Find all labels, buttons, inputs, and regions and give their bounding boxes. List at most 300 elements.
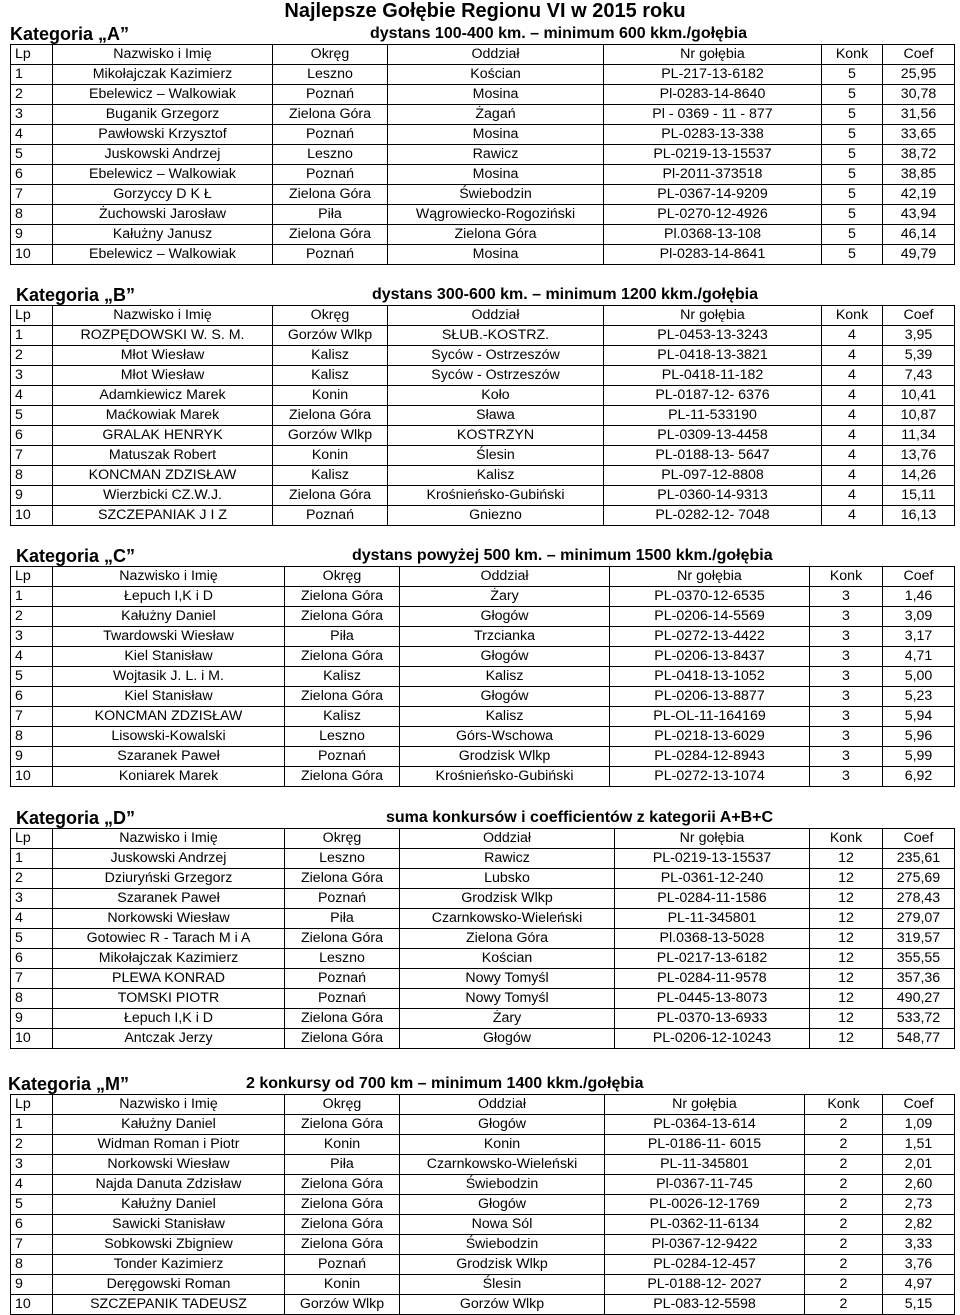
name-cell: TOMSKI PIOTR [53, 989, 285, 1009]
column-header: Konk [805, 1095, 883, 1115]
rank-cell: 8 [11, 727, 53, 747]
category-title: Kategoria „M” [8, 1074, 130, 1094]
ring-number-cell: PL-0270-12-4926 [604, 205, 822, 225]
contests-cell: 3 [810, 647, 883, 667]
coefficient-cell: 5,15 [883, 1295, 955, 1315]
contests-cell: 12 [810, 889, 883, 909]
coefficient-cell: 319,57 [883, 929, 955, 949]
table-row [11, 647, 955, 667]
contests-cell: 3 [810, 767, 883, 787]
coefficient-cell: 42,19 [883, 185, 955, 205]
ranking-table [10, 1094, 955, 1315]
ring-number-cell: Pl.0368-13-108 [604, 225, 822, 245]
district-cell: Leszno [273, 65, 388, 85]
name-cell: Wierzbicki CZ.W.J. [53, 486, 273, 506]
category-description: suma konkursów i coefficientów z kategorii A+B+C [386, 809, 774, 826]
contests-cell: 2 [805, 1135, 883, 1155]
name-cell: KONCMAN ZDZISŁAW [53, 707, 285, 727]
name-cell: Norkowski Wiesław [53, 1155, 285, 1175]
coefficient-cell: 278,43 [883, 889, 955, 909]
district-cell: Zielona Góra [285, 1215, 400, 1235]
table-row [11, 587, 955, 607]
branch-cell: Konin [400, 1135, 605, 1155]
rank-cell: 3 [11, 366, 53, 386]
rank-cell: 4 [11, 647, 53, 667]
rank-cell: 4 [11, 909, 53, 929]
district-cell: Poznań [285, 747, 400, 767]
district-cell: Zielona Góra [285, 1195, 400, 1215]
district-cell: Kalisz [285, 707, 400, 727]
name-cell: Koniarek Marek [53, 767, 285, 787]
ring-number-cell: PL-0284-11-1586 [615, 889, 810, 909]
rank-cell: 2 [11, 1135, 53, 1155]
rank-cell: 1 [11, 587, 53, 607]
rank-cell: 7 [11, 707, 53, 727]
contests-cell: 12 [810, 1009, 883, 1029]
coefficient-cell: 1,09 [883, 1115, 955, 1135]
contests-cell: 4 [822, 346, 883, 366]
contests-cell: 5 [822, 225, 883, 245]
column-header: Konk [810, 829, 883, 849]
name-cell: Deręgowski Roman [53, 1275, 285, 1295]
column-header: Nr gołębia [604, 45, 822, 65]
coefficient-cell: 5,00 [883, 667, 955, 687]
category-m-section [0, 1074, 960, 1315]
branch-cell: Świebodzin [400, 1175, 605, 1195]
rank-cell: 8 [11, 1255, 53, 1275]
column-header: Lp [11, 829, 53, 849]
district-cell: Piła [285, 1155, 400, 1175]
column-header: Okręg [285, 1095, 400, 1115]
table-row [11, 929, 955, 949]
name-cell: Maćkowiak Marek [53, 406, 273, 426]
column-header: Coef [883, 45, 955, 65]
branch-cell: Mosina [388, 125, 604, 145]
contests-cell: 4 [822, 466, 883, 486]
table-row [11, 1115, 955, 1135]
ring-number-cell: PL-0282-12- 7048 [604, 506, 822, 526]
name-cell: Ebelewicz – Walkowiak [53, 165, 273, 185]
contests-cell: 12 [810, 989, 883, 1009]
branch-cell: Głogów [400, 607, 610, 627]
column-header: Oddział [388, 306, 604, 326]
branch-cell: Trzcianka [400, 627, 610, 647]
branch-cell: Grodzisk Wlkp [400, 747, 610, 767]
name-cell: Żuchowski Jarosław [53, 205, 273, 225]
column-header: Coef [883, 1095, 955, 1115]
district-cell: Zielona Góra [273, 185, 388, 205]
name-cell: Kałużny Daniel [53, 607, 285, 627]
contests-cell: 4 [822, 326, 883, 346]
district-cell: Piła [285, 627, 400, 647]
contests-cell: 2 [805, 1155, 883, 1175]
name-cell: Adamkiewicz Marek [53, 386, 273, 406]
coefficient-cell: 30,78 [883, 85, 955, 105]
ring-number-cell: PL-0418-11-182 [604, 366, 822, 386]
branch-cell: Krośnieńsko-Gubiński [400, 767, 610, 787]
table-row [11, 1029, 955, 1049]
district-cell: Zielona Góra [285, 869, 400, 889]
branch-cell: KOSTRZYN [388, 426, 604, 446]
page-title: Najlepsze Gołębie Regionu VI w 2015 roku [284, 0, 686, 22]
table-row [11, 627, 955, 647]
table-row [11, 889, 955, 909]
coefficient-cell: 355,55 [883, 949, 955, 969]
rank-cell: 10 [11, 1295, 53, 1315]
branch-cell: Głogów [400, 687, 610, 707]
district-cell: Poznań [285, 1255, 400, 1275]
contests-cell: 12 [810, 869, 883, 889]
column-header: Okręg [273, 45, 388, 65]
coefficient-cell: 2,73 [883, 1195, 955, 1215]
name-cell: Szaranek Paweł [53, 747, 285, 767]
ring-number-cell: PL-0453-13-3243 [604, 326, 822, 346]
contests-cell: 3 [810, 747, 883, 767]
branch-cell: Kalisz [388, 466, 604, 486]
contests-cell: 5 [822, 65, 883, 85]
table-row [11, 506, 955, 526]
branch-cell: Mosina [388, 245, 604, 265]
coefficient-cell: 5,39 [883, 346, 955, 366]
rank-cell: 5 [11, 929, 53, 949]
ring-number-cell: PL-0364-13-614 [605, 1115, 805, 1135]
table-row [11, 747, 955, 767]
table-row [11, 446, 955, 466]
coefficient-cell: 490,27 [883, 989, 955, 1009]
coefficient-cell: 548,77 [883, 1029, 955, 1049]
rank-cell: 7 [11, 185, 53, 205]
branch-cell: Czarnkowsko-Wieleński [400, 1155, 605, 1175]
ring-number-cell: PL-0284-12-8943 [610, 747, 810, 767]
district-cell: Zielona Góra [273, 406, 388, 426]
table-header-row [11, 45, 955, 65]
name-cell: Mikołajczak Kazimierz [53, 949, 285, 969]
name-cell: Lisowski-Kowalski [53, 727, 285, 747]
district-cell: Zielona Góra [285, 587, 400, 607]
branch-cell: Syców - Ostrzeszów [388, 366, 604, 386]
district-cell: Zielona Góra [285, 929, 400, 949]
ring-number-cell: PL-11-345801 [605, 1155, 805, 1175]
district-cell: Konin [273, 386, 388, 406]
branch-cell: Kościan [400, 949, 615, 969]
table-row [11, 1275, 955, 1295]
table-row [11, 426, 955, 446]
branch-cell: Wągrowiecko-Rogoziński [388, 205, 604, 225]
category-a-section [0, 24, 960, 265]
branch-cell: Gorzów Wlkp [400, 1295, 605, 1315]
coefficient-cell: 3,17 [883, 627, 955, 647]
district-cell: Leszno [285, 849, 400, 869]
branch-cell: Czarnkowsko-Wieleński [400, 909, 615, 929]
table-row [11, 909, 955, 929]
district-cell: Poznań [273, 506, 388, 526]
ring-number-cell: PL-0418-13-1052 [610, 667, 810, 687]
ring-number-cell: PL-0206-13-8437 [610, 647, 810, 667]
ring-number-cell: PL-0370-13-6933 [615, 1009, 810, 1029]
column-header: Konk [810, 567, 883, 587]
branch-cell: Sława [388, 406, 604, 426]
contests-cell: 4 [822, 386, 883, 406]
table-row [11, 466, 955, 486]
rank-cell: 1 [11, 65, 53, 85]
column-header: Nazwisko i Imię [53, 306, 273, 326]
contests-cell: 2 [805, 1215, 883, 1235]
ring-number-cell: PL-0284-12-457 [605, 1255, 805, 1275]
district-cell: Zielona Góra [285, 1235, 400, 1255]
ring-number-cell: PL-0188-13- 5647 [604, 446, 822, 466]
rank-cell: 9 [11, 486, 53, 506]
contests-cell: 4 [822, 426, 883, 446]
name-cell: Młot Wiesław [53, 366, 273, 386]
column-header: Nazwisko i Imię [53, 829, 285, 849]
name-cell: Szaranek Paweł [53, 889, 285, 909]
contests-cell: 2 [805, 1275, 883, 1295]
district-cell: Gorzów Wlkp [273, 426, 388, 446]
contests-cell: 2 [805, 1115, 883, 1135]
table-header-row [11, 306, 955, 326]
ring-number-cell: PL-217-13-6182 [604, 65, 822, 85]
category-header [0, 24, 960, 44]
coefficient-cell: 49,79 [883, 245, 955, 265]
coefficient-cell: 275,69 [883, 869, 955, 889]
district-cell: Poznań [285, 889, 400, 909]
table-row [11, 486, 955, 506]
district-cell: Zielona Góra [273, 225, 388, 245]
district-cell: Zielona Góra [285, 1009, 400, 1029]
rank-cell: 4 [11, 1175, 53, 1195]
ring-number-cell: PL-0187-12- 6376 [604, 386, 822, 406]
table-row [11, 1135, 955, 1155]
rank-cell: 9 [11, 1009, 53, 1029]
rank-cell: 1 [11, 1115, 53, 1135]
branch-cell: Syców - Ostrzeszów [388, 346, 604, 366]
rank-cell: 4 [11, 125, 53, 145]
coefficient-cell: 5,94 [883, 707, 955, 727]
table-row [11, 1215, 955, 1235]
contests-cell: 3 [810, 687, 883, 707]
coefficient-cell: 43,94 [883, 205, 955, 225]
table-row [11, 1195, 955, 1215]
name-cell: Kałużny Daniel [53, 1195, 285, 1215]
ring-number-cell: PL-0188-12- 2027 [605, 1275, 805, 1295]
ring-number-cell: PL-0362-11-6134 [605, 1215, 805, 1235]
contests-cell: 3 [810, 707, 883, 727]
ring-number-cell: Pl-0283-14-8641 [604, 245, 822, 265]
branch-cell: Mosina [388, 85, 604, 105]
column-header: Nr gołębia [615, 829, 810, 849]
contests-cell: 4 [822, 486, 883, 506]
rank-cell: 10 [11, 1029, 53, 1049]
ring-number-cell: PL-0360-14-9313 [604, 486, 822, 506]
district-cell: Kalisz [273, 466, 388, 486]
district-cell: Kalisz [273, 366, 388, 386]
table-row [11, 225, 955, 245]
category-title: Kategoria „A” [10, 24, 130, 44]
name-cell: Widman Roman i Piotr [53, 1135, 285, 1155]
ring-number-cell: Pl-0367-11-745 [605, 1175, 805, 1195]
name-cell: Ebelewicz – Walkowiak [53, 245, 273, 265]
branch-cell: Grodzisk Wlkp [400, 1255, 605, 1275]
rank-cell: 1 [11, 326, 53, 346]
ring-number-cell: PL-097-12-8808 [604, 466, 822, 486]
contests-cell: 5 [822, 85, 883, 105]
rank-cell: 6 [11, 687, 53, 707]
ring-number-cell: Pl.0368-13-5028 [615, 929, 810, 949]
district-cell: Leszno [285, 727, 400, 747]
ring-number-cell: PL-0026-12-1769 [605, 1195, 805, 1215]
name-cell: Norkowski Wiesław [53, 909, 285, 929]
district-cell: Kalisz [285, 667, 400, 687]
district-cell: Zielona Góra [285, 687, 400, 707]
coefficient-cell: 4,71 [883, 647, 955, 667]
district-cell: Zielona Góra [273, 486, 388, 506]
ring-number-cell: PL-0217-13-6182 [615, 949, 810, 969]
name-cell: Łepuch I,K i D [53, 1009, 285, 1029]
category-header [0, 285, 960, 305]
ring-number-cell: PL-0309-13-4458 [604, 426, 822, 446]
category-title: Kategoria „B” [16, 285, 136, 305]
column-header: Nazwisko i Imię [53, 1095, 285, 1115]
name-cell: Gotowiec R - Tarach M i A [53, 929, 285, 949]
name-cell: Kałużny Janusz [53, 225, 273, 245]
branch-cell: Nowy Tomyśl [400, 989, 615, 1009]
ranking-table [10, 305, 955, 526]
column-header: Nazwisko i Imię [53, 45, 273, 65]
table-row [11, 366, 955, 386]
rank-cell: 7 [11, 446, 53, 466]
rank-cell: 4 [11, 386, 53, 406]
rank-cell: 7 [11, 1235, 53, 1255]
coefficient-cell: 10,41 [883, 386, 955, 406]
table-row [11, 949, 955, 969]
ring-number-cell: PL-0206-13-8877 [610, 687, 810, 707]
name-cell: Kiel Stanisław [53, 647, 285, 667]
table-row [11, 65, 955, 85]
contests-cell: 4 [822, 506, 883, 526]
name-cell: Ebelewicz – Walkowiak [53, 85, 273, 105]
coefficient-cell: 33,65 [883, 125, 955, 145]
coefficient-cell: 3,95 [883, 326, 955, 346]
column-header: Lp [11, 306, 53, 326]
coefficient-cell: 5,99 [883, 747, 955, 767]
coefficient-cell: 2,60 [883, 1175, 955, 1195]
coefficient-cell: 25,95 [883, 65, 955, 85]
branch-cell: Nowa Sól [400, 1215, 605, 1235]
name-cell: PLEWA KONRAD [53, 969, 285, 989]
rank-cell: 6 [11, 165, 53, 185]
branch-cell: Głogów [400, 647, 610, 667]
table-row [11, 687, 955, 707]
contests-cell: 3 [810, 627, 883, 647]
table-row [11, 245, 955, 265]
coefficient-cell: 3,76 [883, 1255, 955, 1275]
table-row [11, 727, 955, 747]
ring-number-cell: PL-0283-13-338 [604, 125, 822, 145]
name-cell: Twardowski Wiesław [53, 627, 285, 647]
column-header: Okręg [285, 567, 400, 587]
coefficient-cell: 3,09 [883, 607, 955, 627]
category-title: Kategoria „D” [16, 808, 136, 828]
table-row [11, 205, 955, 225]
column-header: Lp [11, 45, 53, 65]
table-header-row [11, 1095, 955, 1115]
coefficient-cell: 3,33 [883, 1235, 955, 1255]
table-row [11, 1009, 955, 1029]
branch-cell: Rawicz [400, 849, 615, 869]
coefficient-cell: 38,85 [883, 165, 955, 185]
rank-cell: 7 [11, 969, 53, 989]
category-description: dystans powyżej 500 km. – minimum 1500 kkm./gołębia [352, 547, 773, 564]
name-cell: Kiel Stanisław [53, 687, 285, 707]
ring-number-cell: PL-11-533190 [604, 406, 822, 426]
rank-cell: 8 [11, 205, 53, 225]
table-row [11, 969, 955, 989]
name-cell: Kałużny Daniel [53, 1115, 285, 1135]
column-header: Lp [11, 567, 53, 587]
branch-cell: Głogów [400, 1115, 605, 1135]
contests-cell: 2 [805, 1235, 883, 1255]
ranking-table [10, 566, 955, 787]
coefficient-cell: 11,34 [883, 426, 955, 446]
name-cell: Antczak Jerzy [53, 1029, 285, 1049]
contests-cell: 12 [810, 969, 883, 989]
coefficient-cell: 2,01 [883, 1155, 955, 1175]
district-cell: Zielona Góra [285, 1029, 400, 1049]
table-row [11, 989, 955, 1009]
table-row [11, 125, 955, 145]
district-cell: Zielona Góra [285, 1175, 400, 1195]
table-header-row [11, 829, 955, 849]
district-cell: Piła [285, 909, 400, 929]
rank-cell: 2 [11, 85, 53, 105]
coefficient-cell: 31,56 [883, 105, 955, 125]
branch-cell: Kościan [388, 65, 604, 85]
contests-cell: 4 [822, 366, 883, 386]
district-cell: Poznań [273, 125, 388, 145]
rank-cell: 1 [11, 849, 53, 869]
ring-number-cell: PL-0218-13-6029 [610, 727, 810, 747]
branch-cell: Kalisz [400, 707, 610, 727]
contests-cell: 3 [810, 727, 883, 747]
name-cell: Juskowski Andrzej [53, 145, 273, 165]
name-cell: SZCZEPANIAK J I Z [53, 506, 273, 526]
table-row [11, 1255, 955, 1275]
category-title: Kategoria „C” [16, 546, 136, 566]
name-cell: Pawłowski Krzysztof [53, 125, 273, 145]
ranking-table [10, 828, 955, 1049]
district-cell: Konin [285, 1275, 400, 1295]
rank-cell: 10 [11, 506, 53, 526]
name-cell: ROZPĘDOWSKI W. S. M. [53, 326, 273, 346]
coefficient-cell: 533,72 [883, 1009, 955, 1029]
column-header: Oddział [400, 829, 615, 849]
contests-cell: 4 [822, 446, 883, 466]
rank-cell: 5 [11, 145, 53, 165]
branch-cell: Kalisz [400, 667, 610, 687]
coefficient-cell: 6,92 [883, 767, 955, 787]
rank-cell: 9 [11, 747, 53, 767]
coefficient-cell: 1,46 [883, 587, 955, 607]
branch-cell: Ślesin [388, 446, 604, 466]
branch-cell: Żary [400, 587, 610, 607]
branch-cell: Żagań [388, 105, 604, 125]
ring-number-cell: PL-11-345801 [615, 909, 810, 929]
ring-number-cell: PL-OL-11-164169 [610, 707, 810, 727]
district-cell: Gorzów Wlkp [273, 326, 388, 346]
contests-cell: 12 [810, 1029, 883, 1049]
contests-cell: 5 [822, 105, 883, 125]
column-header: Oddział [388, 45, 604, 65]
